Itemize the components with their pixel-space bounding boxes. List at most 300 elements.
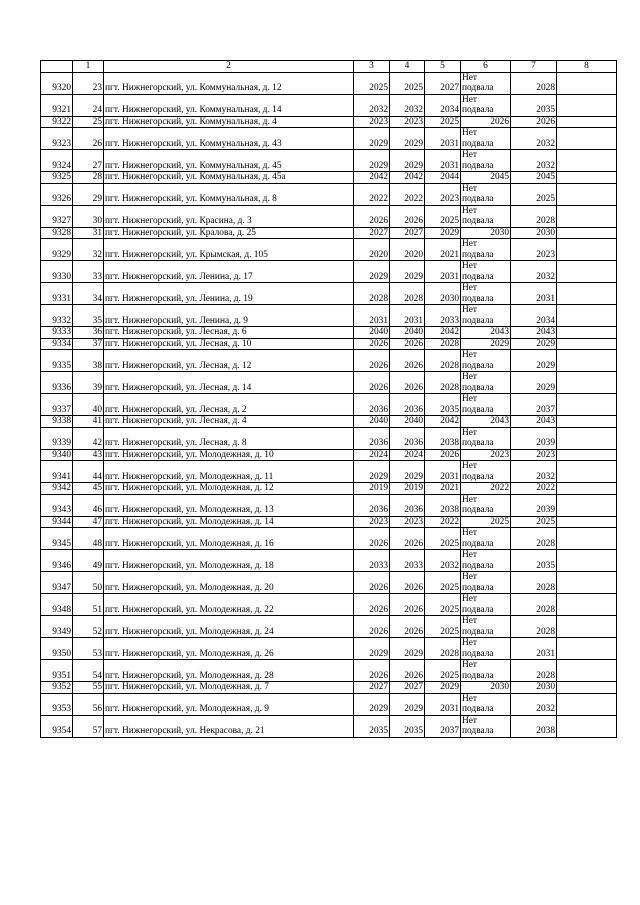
- address-cell: пгт. Нижнегорский, ул. Коммунальная, д. 43: [104, 128, 354, 150]
- address-cell: пгт. Нижнегорский, ул. Лесная, д. 2: [104, 394, 354, 416]
- row-id-cell: 9324: [41, 150, 73, 172]
- col5-cell: 2022: [425, 516, 461, 528]
- table-row: [41, 283, 617, 305]
- col8-cell: [557, 449, 617, 461]
- row-number-cell: 34: [73, 283, 104, 305]
- col6-cell: [461, 128, 511, 150]
- col7-cell: 2029: [511, 372, 557, 394]
- table-row: [41, 427, 617, 449]
- col4-cell: 2029: [390, 150, 425, 172]
- col7-cell: 2029: [511, 350, 557, 372]
- col5-cell: 2025: [425, 205, 461, 227]
- row-number-cell: 45: [73, 483, 104, 495]
- col6-cell: [461, 693, 511, 715]
- col8-cell: [557, 693, 617, 715]
- col3-cell: 2026: [354, 616, 390, 638]
- col5-cell: 2031: [425, 128, 461, 150]
- table-row: [41, 172, 617, 184]
- row-number-cell: 30: [73, 205, 104, 227]
- col6-line: подвала: [462, 293, 494, 304]
- table-row: [41, 394, 617, 416]
- col5-cell: 2025: [425, 616, 461, 638]
- col7-cell: 2029: [511, 338, 557, 350]
- col6-line: подвала: [462, 360, 494, 371]
- col7-cell: 2028: [511, 572, 557, 594]
- col3-cell: 2029: [354, 128, 390, 150]
- col8-cell: [557, 516, 617, 528]
- col6-cell: 2023: [461, 449, 511, 461]
- col6-line: Нет: [462, 616, 478, 626]
- address-cell: пгт. Нижнегорский, ул. Молодежная, д. 14: [104, 516, 354, 528]
- col7-cell: 2035: [511, 550, 557, 572]
- col4-cell: 2026: [390, 350, 425, 372]
- row-id-cell: 9329: [41, 239, 73, 261]
- col6-line: подвала: [462, 249, 494, 260]
- col3-cell: 2033: [354, 550, 390, 572]
- col5-cell: 2029: [425, 682, 461, 694]
- row-id-cell: 9334: [41, 338, 73, 350]
- col6-cell: 2029: [461, 338, 511, 350]
- col5-cell: 2026: [425, 449, 461, 461]
- col7-cell: 2039: [511, 494, 557, 516]
- col3-cell: 2023: [354, 116, 390, 128]
- table-row: [41, 660, 617, 682]
- col8-cell: [557, 461, 617, 483]
- address-cell: пгт. Нижнегорский, ул. Лесная, д. 8: [104, 427, 354, 449]
- col4-cell: 2036: [390, 494, 425, 516]
- col3-cell: 2026: [354, 528, 390, 550]
- address-cell: пгт. Нижнегорский, ул. Молодежная, д. 13: [104, 494, 354, 516]
- table-row: [41, 128, 617, 150]
- col8-cell: [557, 172, 617, 184]
- address-cell: пгт. Нижнегорский, ул. Молодежная, д. 26: [104, 638, 354, 660]
- col7-cell: 2030: [511, 227, 557, 239]
- col6-line: подвала: [462, 138, 494, 149]
- address-cell: пгт. Нижнегорский, ул. Кралова, д. 25: [104, 227, 354, 239]
- row-number-cell: 33: [73, 261, 104, 283]
- row-number-cell: 55: [73, 682, 104, 694]
- col6-cell: 2043: [461, 416, 511, 428]
- col5-cell: 2025: [425, 528, 461, 550]
- col7-cell: 2032: [511, 693, 557, 715]
- table-row: [41, 116, 617, 128]
- col5-cell: 2029: [425, 227, 461, 239]
- col4-cell: 2025: [390, 72, 425, 94]
- row-id-cell: 9345: [41, 528, 73, 550]
- col8-cell: [557, 638, 617, 660]
- col4-cell: 2040: [390, 416, 425, 428]
- col3-cell: 2029: [354, 461, 390, 483]
- col7-cell: 2022: [511, 483, 557, 495]
- col5-cell: 2031: [425, 150, 461, 172]
- row-id-cell: 9321: [41, 94, 73, 116]
- col5-cell: 2025: [425, 594, 461, 616]
- col7-cell: 2031: [511, 638, 557, 660]
- col6-cell: [461, 427, 511, 449]
- col6-line: подвала: [462, 315, 494, 326]
- row-number-cell: 38: [73, 350, 104, 372]
- row-number-cell: 49: [73, 550, 104, 572]
- col5-cell: 2028: [425, 338, 461, 350]
- col8-cell: [557, 682, 617, 694]
- row-id-cell: 9333: [41, 327, 73, 339]
- col6-line: Нет: [462, 394, 478, 404]
- col4-cell: 2026: [390, 616, 425, 638]
- col8-cell: [557, 594, 617, 616]
- col5-cell: 2035: [425, 394, 461, 416]
- col7-cell: 2028: [511, 528, 557, 550]
- col7-cell: 2028: [511, 616, 557, 638]
- col3-cell: 2029: [354, 693, 390, 715]
- col5-cell: 2031: [425, 461, 461, 483]
- row-id-cell: 9339: [41, 427, 73, 449]
- col6-cell: [461, 261, 511, 283]
- col3-cell: 2022: [354, 183, 390, 205]
- row-id-cell: 9331: [41, 283, 73, 305]
- col6-cell: [461, 94, 511, 116]
- col4-cell: 2031: [390, 305, 425, 327]
- header-cell: 6: [461, 61, 511, 73]
- col6-line: подвала: [462, 404, 494, 415]
- table-row: [41, 338, 617, 350]
- col7-cell: 2028: [511, 72, 557, 94]
- row-id-cell: 9347: [41, 572, 73, 594]
- col7-cell: 2025: [511, 183, 557, 205]
- row-id-cell: 9322: [41, 116, 73, 128]
- col4-cell: 2036: [390, 427, 425, 449]
- row-id-cell: 9346: [41, 550, 73, 572]
- row-id-cell: 9351: [41, 660, 73, 682]
- col6-line: Нет: [462, 305, 478, 315]
- table-row: [41, 594, 617, 616]
- col3-cell: 2025: [354, 72, 390, 94]
- col6-cell: [461, 550, 511, 572]
- row-number-cell: 54: [73, 660, 104, 682]
- col7-cell: 2023: [511, 239, 557, 261]
- col8-cell: [557, 572, 617, 594]
- address-cell: пгт. Нижнегорский, ул. Молодежная, д. 28: [104, 660, 354, 682]
- col6-cell: [461, 305, 511, 327]
- col5-cell: 2031: [425, 693, 461, 715]
- col6-line: Нет: [462, 660, 478, 670]
- col5-cell: 2031: [425, 261, 461, 283]
- col4-cell: 2042: [390, 172, 425, 184]
- col4-cell: 2032: [390, 94, 425, 116]
- address-cell: пгт. Нижнегорский, ул. Лесная, д. 12: [104, 350, 354, 372]
- col7-cell: 2034: [511, 305, 557, 327]
- col6-line: Нет: [462, 693, 478, 704]
- col3-cell: 2032: [354, 94, 390, 116]
- table-row: [41, 305, 617, 327]
- col6-cell: 2025: [461, 516, 511, 528]
- col6-cell: [461, 494, 511, 516]
- col8-cell: [557, 94, 617, 116]
- col3-cell: 2036: [354, 494, 390, 516]
- col4-cell: 2026: [390, 205, 425, 227]
- col3-cell: 2031: [354, 305, 390, 327]
- col6-line: подвала: [462, 670, 494, 681]
- col7-cell: 2035: [511, 94, 557, 116]
- table-row: [41, 693, 617, 715]
- row-number-cell: 24: [73, 94, 104, 116]
- header-row: [41, 61, 617, 73]
- col6-cell: [461, 239, 511, 261]
- col6-cell: [461, 372, 511, 394]
- col4-cell: 2023: [390, 516, 425, 528]
- col8-cell: [557, 128, 617, 150]
- col6-line: подвала: [462, 438, 494, 448]
- row-number-cell: 43: [73, 449, 104, 461]
- col6-line: Нет: [462, 183, 478, 194]
- col6-line: подвала: [462, 560, 494, 571]
- col4-cell: 2026: [390, 528, 425, 550]
- col5-cell: 2034: [425, 94, 461, 116]
- table-row: [41, 227, 617, 239]
- col6-line: подвала: [462, 194, 494, 204]
- col3-cell: 2026: [354, 338, 390, 350]
- col3-cell: 2029: [354, 638, 390, 660]
- row-number-cell: 27: [73, 150, 104, 172]
- col6-cell: [461, 715, 511, 737]
- col6-cell: [461, 594, 511, 616]
- col6-cell: 2026: [461, 116, 511, 128]
- col7-cell: 2043: [511, 327, 557, 339]
- col7-cell: 2025: [511, 516, 557, 528]
- row-number-cell: 39: [73, 372, 104, 394]
- table-row: [41, 638, 617, 660]
- row-number-cell: 51: [73, 594, 104, 616]
- col5-cell: 2038: [425, 427, 461, 449]
- col3-cell: 2024: [354, 449, 390, 461]
- col8-cell: [557, 72, 617, 94]
- col4-cell: 2020: [390, 239, 425, 261]
- address-cell: пгт. Нижнегорский, ул. Лесная, д. 6: [104, 327, 354, 339]
- col6-line: подвала: [462, 83, 494, 93]
- col8-cell: [557, 616, 617, 638]
- col6-line: Нет: [462, 715, 478, 726]
- col6-line: Нет: [462, 350, 478, 360]
- col6-line: подвала: [462, 105, 494, 115]
- col5-cell: 2042: [425, 416, 461, 428]
- table-row: [41, 327, 617, 339]
- address-cell: пгт. Нижнегорский, ул. Коммунальная, д. 14: [104, 94, 354, 116]
- header-cell: 3: [354, 61, 390, 73]
- table-row: [41, 516, 617, 528]
- col7-cell: 2043: [511, 416, 557, 428]
- col6-line: подвала: [462, 604, 494, 615]
- col6-line: Нет: [462, 150, 478, 160]
- col6-line: Нет: [462, 461, 478, 471]
- row-number-cell: 28: [73, 172, 104, 184]
- col4-cell: 2029: [390, 461, 425, 483]
- table-row: [41, 205, 617, 227]
- col5-cell: 2044: [425, 172, 461, 184]
- row-id-cell: 9338: [41, 416, 73, 428]
- table-row: [41, 483, 617, 495]
- col4-cell: 2026: [390, 594, 425, 616]
- col5-cell: 2042: [425, 327, 461, 339]
- table-row: [41, 682, 617, 694]
- table-body: [41, 61, 617, 738]
- col3-cell: 2040: [354, 327, 390, 339]
- col8-cell: [557, 660, 617, 682]
- address-cell: пгт. Нижнегорский, ул. Молодежная, д. 12: [104, 483, 354, 495]
- col8-cell: [557, 372, 617, 394]
- table-row: [41, 261, 617, 283]
- col4-cell: 2023: [390, 116, 425, 128]
- col6-cell: 2045: [461, 172, 511, 184]
- row-number-cell: 47: [73, 516, 104, 528]
- col3-cell: 2026: [354, 350, 390, 372]
- col6-cell: [461, 660, 511, 682]
- col6-line: Нет: [462, 427, 478, 438]
- col6-cell: 2030: [461, 227, 511, 239]
- col8-cell: [557, 550, 617, 572]
- col7-cell: 2039: [511, 427, 557, 449]
- col8-cell: [557, 227, 617, 239]
- row-id-cell: 9330: [41, 261, 73, 283]
- col6-line: подвала: [462, 704, 494, 714]
- col3-cell: 2036: [354, 427, 390, 449]
- col3-cell: 2028: [354, 283, 390, 305]
- col8-cell: [557, 283, 617, 305]
- col7-cell: 2032: [511, 128, 557, 150]
- row-id-cell: 9328: [41, 227, 73, 239]
- col6-cell: [461, 350, 511, 372]
- row-id-cell: 9348: [41, 594, 73, 616]
- address-cell: пгт. Нижнегорский, ул. Молодежная, д. 10: [104, 449, 354, 461]
- row-number-cell: 56: [73, 693, 104, 715]
- col8-cell: [557, 305, 617, 327]
- row-id-cell: 9326: [41, 183, 73, 205]
- col7-cell: 2031: [511, 283, 557, 305]
- row-id-cell: 9342: [41, 483, 73, 495]
- address-cell: пгт. Нижнегорский, ул. Молодежная, д. 24: [104, 616, 354, 638]
- row-id-cell: 9327: [41, 205, 73, 227]
- col7-cell: 2023: [511, 449, 557, 461]
- address-cell: пгт. Нижнегорский, ул. Крымская, д. 105: [104, 239, 354, 261]
- col5-cell: 2021: [425, 239, 461, 261]
- col8-cell: [557, 239, 617, 261]
- col3-cell: 2026: [354, 205, 390, 227]
- col6-line: Нет: [462, 94, 478, 105]
- col5-cell: 2038: [425, 494, 461, 516]
- col8-cell: [557, 715, 617, 737]
- header-cell: 4: [390, 61, 425, 73]
- col5-cell: 2030: [425, 283, 461, 305]
- row-number-cell: 50: [73, 572, 104, 594]
- col5-cell: 2033: [425, 305, 461, 327]
- row-id-cell: 9352: [41, 682, 73, 694]
- row-number-cell: 32: [73, 239, 104, 261]
- table-row: [41, 449, 617, 461]
- header-cell: 7: [511, 61, 557, 73]
- col4-cell: 2024: [390, 449, 425, 461]
- col4-cell: 2019: [390, 483, 425, 495]
- col6-line: подвала: [462, 648, 494, 659]
- col3-cell: 2029: [354, 150, 390, 172]
- address-cell: пгт. Нижнегорский, ул. Молодежная, д. 9: [104, 693, 354, 715]
- address-cell: пгт. Нижнегорский, ул. Лесная, д. 4: [104, 416, 354, 428]
- register-table: [40, 60, 617, 738]
- row-number-cell: 31: [73, 227, 104, 239]
- col4-cell: 2026: [390, 660, 425, 682]
- col7-cell: 2032: [511, 261, 557, 283]
- col6-line: подвала: [462, 160, 494, 171]
- col8-cell: [557, 327, 617, 339]
- col8-cell: [557, 183, 617, 205]
- address-cell: пгт. Нижнегорский, ул. Ленина, д. 9: [104, 305, 354, 327]
- col5-cell: 2025: [425, 660, 461, 682]
- table-row: [41, 550, 617, 572]
- col6-line: Нет: [462, 283, 478, 293]
- col7-cell: 2026: [511, 116, 557, 128]
- row-id-cell: 9320: [41, 72, 73, 94]
- col3-cell: 2029: [354, 261, 390, 283]
- table-row: [41, 572, 617, 594]
- col5-cell: 2032: [425, 550, 461, 572]
- row-id-cell: 9335: [41, 350, 73, 372]
- table-row: [41, 528, 617, 550]
- address-cell: пгт. Нижнегорский, ул. Молодежная, д. 20: [104, 572, 354, 594]
- header-cell: [41, 61, 73, 73]
- row-id-cell: 9337: [41, 394, 73, 416]
- table-row: [41, 183, 617, 205]
- table-row: [41, 150, 617, 172]
- col8-cell: [557, 528, 617, 550]
- address-cell: пгт. Нижнегорский, ул. Коммунальная, д. 8: [104, 183, 354, 205]
- col6-line: Нет: [462, 372, 478, 382]
- address-cell: пгт. Нижнегорский, ул. Молодежная, д. 7: [104, 682, 354, 694]
- row-id-cell: 9323: [41, 128, 73, 150]
- address-cell: пгт. Нижнегорский, ул. Молодежная, д. 11: [104, 461, 354, 483]
- col7-cell: 2032: [511, 461, 557, 483]
- row-number-cell: 35: [73, 305, 104, 327]
- col7-cell: 2032: [511, 150, 557, 172]
- col6-line: подвала: [462, 538, 494, 549]
- col5-cell: 2037: [425, 715, 461, 737]
- table-row: [41, 494, 617, 516]
- row-number-cell: 36: [73, 327, 104, 339]
- row-id-cell: 9343: [41, 494, 73, 516]
- row-number-cell: 46: [73, 494, 104, 516]
- col6-line: Нет: [462, 261, 478, 271]
- table-row: [41, 416, 617, 428]
- col6-cell: [461, 72, 511, 94]
- row-number-cell: 29: [73, 183, 104, 205]
- col8-cell: [557, 205, 617, 227]
- row-id-cell: 9353: [41, 693, 73, 715]
- col6-line: Нет: [462, 205, 478, 216]
- col6-cell: [461, 205, 511, 227]
- col5-cell: 2025: [425, 116, 461, 128]
- table-row: [41, 94, 617, 116]
- col6-cell: [461, 183, 511, 205]
- address-cell: пгт. Нижнегорский, ул. Лесная, д. 14: [104, 372, 354, 394]
- row-number-cell: 37: [73, 338, 104, 350]
- col6-cell: [461, 528, 511, 550]
- col3-cell: 2020: [354, 239, 390, 261]
- col6-line: Нет: [462, 550, 478, 560]
- header-cell: 2: [104, 61, 354, 73]
- row-number-cell: 23: [73, 72, 104, 94]
- address-cell: пгт. Нижнегорский, ул. Молодежная, д. 16: [104, 528, 354, 550]
- col6-cell: [461, 150, 511, 172]
- col8-cell: [557, 416, 617, 428]
- col3-cell: 2026: [354, 372, 390, 394]
- row-id-cell: 9349: [41, 616, 73, 638]
- col8-cell: [557, 494, 617, 516]
